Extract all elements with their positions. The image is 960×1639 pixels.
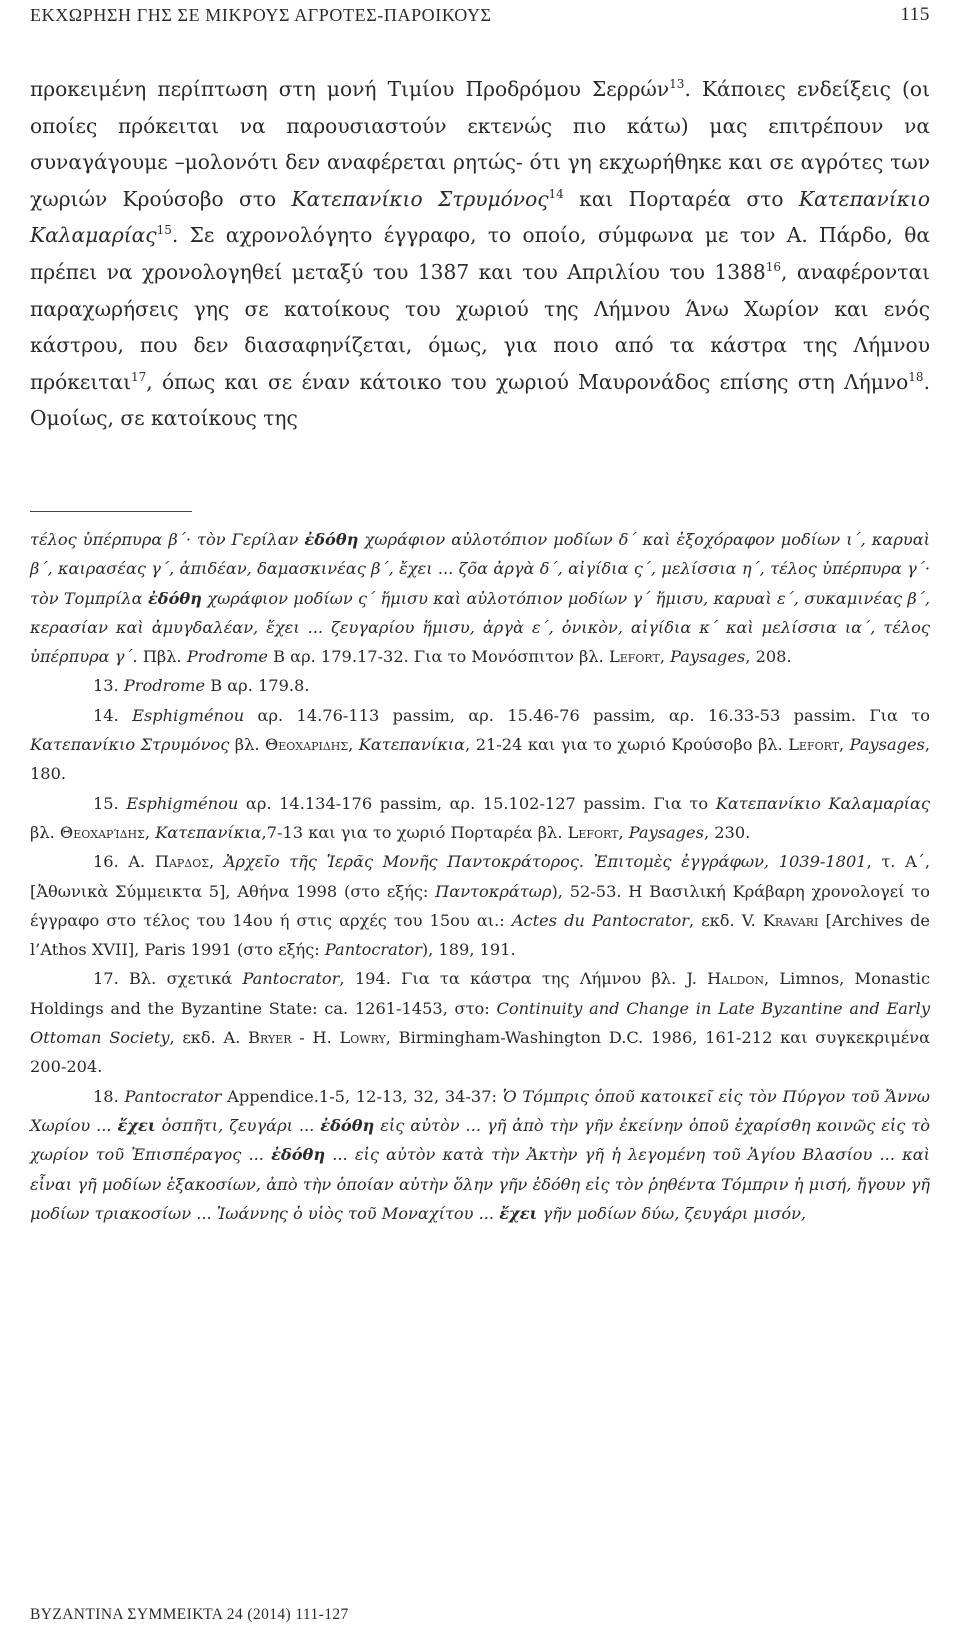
italic-run: χωράφιον αὐλοτόπιον μοδίων δ΄ καὶ ἐξοχόραφον μοδίων ι΄, καρυαὶ β΄, καιρασέας γ΄, ἀπιδέαν, δαμασκινέας β΄, ἔχει ... ζõα ἀργὰ δ΄, αἰγίδια ς΄, μελίσσια η΄, τέλος ὑπέρπυρα γ΄· τὸν Τομπρίλα	[30, 530, 930, 608]
italic-run: Κατεπανίκιο Καλαμαρίας	[715, 793, 930, 813]
italic-run: Κατεπανίκιο Στρυμόνος	[291, 186, 549, 211]
italic-run: τέλος ὑπέρπυρα β΄· τὸν Γερίλαν	[30, 530, 305, 549]
italic-run: Paysages	[670, 647, 746, 667]
text-run: - H.	[291, 1028, 340, 1048]
italic-run: Κατεπανίκια	[155, 822, 262, 842]
author-name: Παρδοσ	[154, 852, 210, 872]
italic-run: Pantocrator	[324, 940, 422, 960]
author-name: Lefort	[788, 735, 840, 755]
text-run: 15.	[93, 793, 127, 813]
footnote-ref-18[interactable]: 18	[908, 369, 924, 384]
bold-run: ἐδόθη	[147, 588, 202, 608]
text-run: , 21-24 και για το χωριό Κρούσοβο βλ.	[465, 735, 789, 755]
author-name: Lefort	[608, 647, 660, 667]
italic-run: Continuity and Change in Late Byzantine and Early Ottoman Society	[30, 998, 930, 1048]
text-run: 17. Βλ. σχετικά	[93, 969, 243, 989]
text-run: . Ομοίως, σε κατοίκους της	[30, 369, 930, 431]
footnote-ref-15[interactable]: 15	[156, 223, 172, 238]
text-run: , εκδ. A.	[169, 1028, 249, 1048]
text-run: και Πορταρέα στο	[563, 186, 799, 211]
text-run: ), 189, 191.	[421, 940, 516, 960]
text-run: , όπως και σε έναν κάτοικο του χωριού Μαυρονάδος επίσης στη Λήμνο	[146, 369, 909, 394]
author-name: Haldon	[707, 969, 764, 989]
bold-run: ἐδόθη	[304, 530, 359, 549]
author-name: Bryer	[248, 1028, 292, 1048]
text-run: 16. Α.	[93, 852, 155, 872]
footnote-15	[30, 789, 930, 848]
bold-run: ἔχει	[117, 1115, 156, 1135]
text-run: ,7-13 και για το χωριό Πορταρέα βλ.	[261, 822, 568, 842]
footnote-13	[30, 671, 930, 700]
author-name: Lefort	[567, 822, 619, 842]
text-run: , Birmingham-Washington D.C. 1986, 161-212 και συγκεκριμένα 200-204.	[30, 1028, 931, 1077]
bold-run: ἐδόθη	[271, 1145, 326, 1165]
running-header	[30, 0, 930, 30]
footnotes	[30, 525, 930, 1228]
running-title: ΕΚΧΩΡΗΣΗ ΓΗΣ ΣΕ ΜΙΚΡΟΥΣ ΑΓΡΟΤΕΣ-ΠΑΡΟΙΚΟΥΣ	[30, 5, 492, 25]
text-run: , εκδ. V.	[688, 910, 763, 930]
text-run: αρ. 14.76-113 passim, αρ. 15.46-76 passim, αρ. 16.33-53 passim. Για το	[244, 705, 930, 725]
text-run: , 230.	[703, 822, 751, 842]
italic-run: χωράφιον μοδίων ς΄ ἥμισυ καὶ αὐλοτόπιον μοδίων γ΄ ἥμισυ, καρυαὶ ε΄, συκαμινέας β΄, κερασίαν καὶ ἀμυγδαλέαν, ἔχει ... ζευγαρίου ἥμισυ, ἀργὰ ε΄, ὀνικὸν, αἰγίδια κ΄ καὶ μελίσσια ια΄, τέλος ὑπέρπυρα γ΄.	[30, 588, 930, 667]
text-run: . Σε αχρονολόγητο έγγραφο, το οποίο, σύμφωνα με τον Α. Πάρδο, θα πρέπει να χρονολογηθεί μεταξύ του 1387 και του Απριλίου του 1388	[30, 223, 930, 284]
text-run: . Κάποιες ενδείξεις (οι οποίες πρόκειται να παρουσιαστούν εκτενώς πιο κάτω) μας επιτρέπουν να συναγάγουμε –μολονότι δεν αναφέρεται ρητώς- ότι γη εκχωρήθηκε και σε αγρότες των χωριών Κρούσοβο στο	[30, 77, 930, 211]
main-text	[30, 71, 930, 437]
text-run: , τ. Α΄, [Ἀθωνικὰ Σύμμεικτα 5], Αθήνα 1998 (στο εξής:	[30, 852, 931, 901]
text-run: 14.	[93, 705, 133, 725]
footnote-14	[30, 701, 930, 789]
italic-run: Ἀρχεῖο τῆς Ἱερᾶς Μονῆς Παντοκράτορος. Ἐπιτομὲς ἐγγράφων, 1039-1801	[223, 852, 867, 872]
footnote-ref-13[interactable]: 13	[669, 77, 685, 91]
author-name: Kravari	[762, 910, 819, 930]
text-run: προκειμένη περίπτωση στη μονή Τιμίου Προδρόμου Σερρών	[30, 77, 670, 101]
footnote-ref-14[interactable]: 14	[548, 186, 564, 201]
text-run: , 180.	[30, 735, 930, 784]
italic-run: Esphigménou	[126, 793, 239, 813]
text-run: βλ.	[30, 822, 60, 842]
text-run: αρ. 14.134-176 passim, αρ. 15.102-127 passim. Για το	[238, 793, 716, 813]
author-name: Θεοχαριδησ	[264, 735, 349, 755]
italic-run: Paysages	[628, 822, 704, 842]
italic-run: εἰς αὐτὸν ... γῆ ἀπὸ τὴν γῆν ἐκείνην ὁποῦ ἐχαρίσθη κοινῶς εἰς τὸ χωρίον τοῦ Ἐπισπέραγος ...	[30, 1115, 930, 1165]
italic-run: ... εἰς αὐτὸν κατὰ τὴν Ἀκτὴν γῆ ἡ λεγομένη τοῦ Ἁγίου Βλασίου ... καὶ εἶναι γῆ μοδίων ἑξακοσίων, ἀπὸ τὴν ὁποίαν αὐτὴν ὅλην γῆν ἐδόθη εἰς τὸν ῥηθέντα Τόμπριν ἡ μισή, ἤγουν γῆ μοδίων τριακοσίων ... Ἰωάννης ὁ υἱὸς τοῦ Μοναχίτου ...	[30, 1145, 930, 1223]
text-run: Β αρ. 179.8.	[205, 676, 310, 696]
italic-run: Pantocrator	[242, 969, 340, 989]
journal-footer: ΒΥΖΑΝΤΙΝΑ ΣΥΜΜΕΙΚΤΑ 24 (2014) 111-127	[30, 1606, 349, 1623]
italic-run: Actes du Pantocrator	[511, 910, 689, 930]
footnote-18	[30, 1082, 930, 1228]
text-run: , αναφέρονται παραχωρήσεις γης σε κατοίκους του χωριού της Λήμνου Άνω Χωρίον και ενός κάστρου, που δεν διασαφηνίζεται, όμως, για ποιο από τα κάστρα της Λήμνου πρόκειται	[30, 259, 930, 394]
text-run: , 194. Για τα κάστρα της Λήμνου βλ. J.	[339, 969, 708, 989]
text-run: βλ.	[229, 735, 265, 755]
text-run: ,	[618, 822, 629, 842]
text-run: ,	[209, 852, 224, 872]
text-run: , Limnos, Monastic Holdings and the Byzantine State: ca. 1261-1453, στο:	[30, 969, 931, 1018]
author-name: Θεοχαρίδησ	[59, 822, 145, 842]
italic-run: Prodrome	[186, 647, 268, 667]
author-name: Lowry	[339, 1028, 386, 1048]
page-number: 115	[900, 4, 930, 25]
italic-run: γῆν μοδίων δύω, ζευγάρι μισόν,	[537, 1203, 807, 1223]
italic-run: Παντοκράτωρ	[435, 881, 552, 901]
text-run: ,	[659, 647, 671, 667]
text-run: [Archives de l’Athos XVII], Paris 1991 (στο εξής:	[30, 910, 931, 960]
footnote-ref-16[interactable]: 16	[765, 259, 782, 274]
text-run: ,	[144, 822, 156, 842]
bold-run: ἔχει	[499, 1203, 538, 1223]
text-run: 18.	[93, 1086, 125, 1106]
italic-run: Κατεπανίκια	[358, 735, 466, 755]
footnote-16	[30, 847, 930, 964]
italic-run: ὁσπῆτι, ζευγάρι ...	[155, 1115, 321, 1135]
footnote-continuation	[30, 525, 930, 671]
footnote-separator	[30, 511, 192, 512]
italic-run: Κατεπανίκιο Καλαμαρίας	[30, 186, 930, 248]
italic-run: Ὁ Τόμπρις ὁποῦ κατοικεῖ εἰς τὸν Πύργον τοῦ Ἄννω Χωρίου ...	[30, 1086, 930, 1135]
bold-run: ἐδόθη	[320, 1115, 375, 1135]
footnote-17	[30, 964, 930, 1081]
text-run: ,	[348, 735, 359, 755]
italic-run: Κατεπανίκιο Στρυμόνος	[30, 735, 230, 755]
text-run: Β αρ. 179.17-32. Για το Μονόσπιτον βλ.	[268, 647, 609, 667]
text-run: ,	[839, 735, 850, 755]
text-run: Appendice.1-5, 12-13, 32, 34-37:	[221, 1086, 503, 1106]
italic-run: Paysages	[849, 735, 925, 755]
text-run: , 208.	[745, 647, 792, 667]
italic-run: Esphigménou	[132, 705, 245, 725]
italic-run: Pantocrator	[124, 1086, 222, 1106]
footnote-ref-17[interactable]: 17	[131, 369, 147, 384]
text-run: Πβλ.	[137, 647, 187, 667]
text-run: ), 52-53. Η Βασιλική Κράβαρη χρονολογεί το έγγραφο στο τέλος του 14ου ή στις αρχές του 15ου αι.:	[30, 881, 931, 930]
paragraph	[30, 71, 930, 437]
text-run: 13.	[93, 676, 124, 696]
italic-run: Prodrome	[123, 676, 206, 696]
